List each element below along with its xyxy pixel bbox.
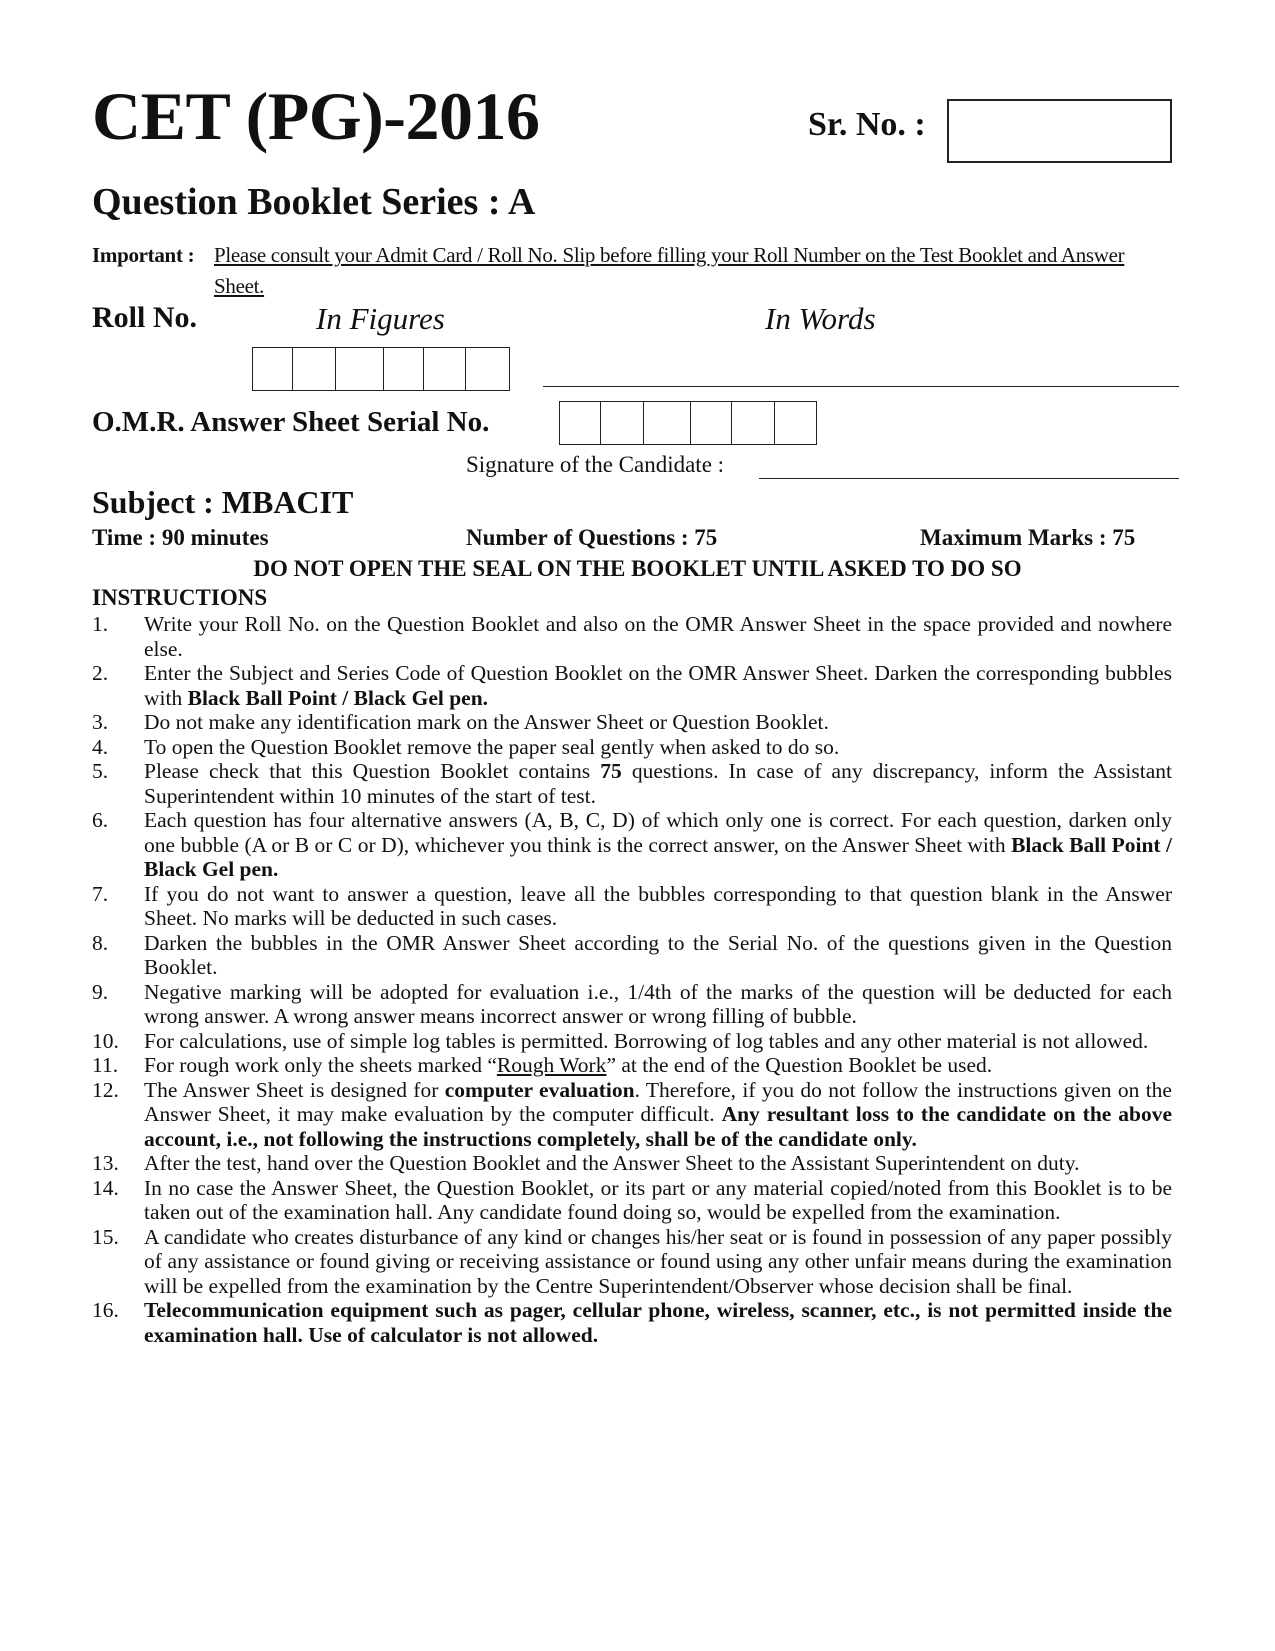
booklet-series: Question Booklet Series : A — [92, 181, 536, 223]
omr-serial-label: O.M.R. Answer Sheet Serial No. — [92, 406, 490, 438]
roll-digit-box[interactable] — [293, 348, 336, 390]
instruction-item — [92, 882, 1172, 931]
in-figures-label: In Figures — [316, 301, 445, 336]
instruction-number: 13. — [92, 1151, 119, 1175]
instruction-text: A candidate who creates disturbance of any kind or changes his/her seat or is found in possession of any paper possibly of any assistance or found giving or receiving assistance or found using any other unfair means during the examination will be expelled from the examination by the Centre Superintendent/Observer whose decision shall be final. — [144, 1224, 1172, 1298]
exam-title: CET (PG)-2016 — [92, 78, 540, 154]
omr-digit-box[interactable] — [732, 402, 775, 444]
instruction-number: 4. — [92, 734, 109, 759]
roll-digit-box[interactable] — [424, 348, 466, 390]
important-label: Important : — [92, 243, 195, 267]
roll-number-label: Roll No. — [92, 301, 197, 334]
instruction-text: For rough work only the sheets marked “ — [144, 1053, 497, 1077]
instruction-text: Write your Roll No. on the Question Booklet and also on the OMR Answer Sheet in the space provided and nowhere else. — [144, 612, 1172, 661]
instruction-text: Darken the bubbles in the OMR Answer Sheet according to the Serial No. of the questions given in the Question Booklet. — [144, 930, 1172, 979]
instruction-text: questions. In case of any discrepancy, inform the Assistant Superintendent within 10 minutes of the start of test. — [144, 759, 1172, 808]
instruction-text: Telecommunication equipment such as pager, cellular phone, wireless, scanner, etc., is not permitted inside the examination hall. Use of calculator is not allowed. — [144, 1298, 1172, 1347]
questions-info: Number of Questions : 75 — [466, 525, 718, 550]
instruction-number: 8. — [92, 930, 109, 955]
instruction-text: ” at the end of the Question Booklet be used. — [606, 1053, 993, 1077]
instruction-item — [92, 980, 1172, 1029]
instruction-text: After the test, hand over the Question Booklet and the Answer Sheet to the Assistant Superintendent on duty. — [144, 1151, 1080, 1175]
instruction-number: 9. — [92, 979, 109, 1004]
instruction-item — [92, 1078, 1172, 1152]
instruction-text: Rough Work — [496, 1053, 607, 1077]
signature-line[interactable] — [759, 478, 1179, 479]
signature-label: Signature of the Candidate : — [466, 452, 725, 477]
time-info: Time : 90 minutes — [92, 525, 269, 550]
instruction-item — [92, 1176, 1172, 1225]
instruction-item — [92, 661, 1172, 710]
instruction-text: . Therefore, if you do not follow the instructions given on the Answer Sheet, it may make evaluation by the computer difficult. — [144, 1077, 1172, 1126]
instruction-number: 11. — [92, 1053, 119, 1077]
instruction-number: 3. — [92, 710, 109, 734]
instruction-text: Black Ball Point / Black Gel pen. — [187, 685, 489, 710]
instruction-text: Do not make any identification mark on the Answer Sheet or Question Booklet. — [144, 710, 829, 734]
instruction-text: 75 — [600, 759, 622, 783]
instruction-text: Negative marking will be adopted for evaluation i.e., 1/4th of the marks of the question will be deducted for each wrong answer. A wrong answer means incorrect answer or wrong filling of bubble. — [144, 979, 1172, 1028]
instruction-item — [92, 1225, 1172, 1299]
subject-label: Subject : MBACIT — [92, 484, 354, 520]
instruction-number: 12. — [92, 1077, 119, 1102]
omr-digit-box[interactable] — [601, 402, 644, 444]
instruction-text: In no case the Answer Sheet, the Question Booklet, or its part or any material copied/noted from this Booklet is to be taken out of the examination hall. Any candidate found doing so, would be expelled from the examination. — [144, 1175, 1172, 1224]
instruction-item — [92, 1151, 1172, 1176]
omr-digit-box[interactable] — [775, 402, 816, 444]
instructions-list — [92, 612, 1172, 1347]
in-words-label: In Words — [765, 301, 876, 336]
instruction-text: Each question has four alternative answers (A, B, C, D) of which only one is correct. For each question, darken only one bubble (A or B or C or D), whichever you think is the correct answer, on the Answer Sheet with — [144, 808, 1172, 857]
instruction-item — [92, 931, 1172, 980]
serial-number-box[interactable] — [947, 99, 1172, 163]
instruction-item — [92, 1053, 1172, 1078]
roll-digit-box[interactable] — [253, 348, 293, 390]
serial-number-label: Sr. No. : — [808, 106, 926, 143]
omr-digit-box[interactable] — [560, 402, 601, 444]
seal-warning-text: DO NOT OPEN THE SEAL ON THE BOOKLET UNTIL ASKED TO DO SO — [253, 556, 1022, 581]
instruction-number: 14. — [92, 1175, 119, 1200]
instruction-number: 16. — [92, 1298, 119, 1322]
roll-digit-box[interactable] — [466, 348, 509, 390]
instruction-number: 1. — [92, 612, 109, 636]
instruction-text: Please check that this Question Booklet contains — [144, 759, 601, 783]
instruction-item — [92, 612, 1172, 661]
instruction-text: The Answer Sheet is designed for — [144, 1077, 445, 1102]
instruction-item — [92, 808, 1172, 882]
omr-digit-box[interactable] — [644, 402, 691, 444]
roll-digit-box[interactable] — [384, 348, 424, 390]
instruction-number: 15. — [92, 1224, 119, 1249]
instruction-text: Any resultant loss to the candidate on the above account, i.e., not following the instructions completely, shall be of the candidate only. — [144, 1102, 1172, 1151]
instruction-text: For calculations, use of simple log tables is permitted. Borrowing of log tables and any other material is not allowed. — [144, 1028, 1149, 1053]
instruction-text: computer evaluation — [444, 1077, 635, 1102]
instruction-number: 2. — [92, 661, 109, 685]
instruction-text: Enter the Subject and Series Code of Question Booklet on the OMR Answer Sheet. Darken the corresponding bubbles with — [144, 661, 1172, 710]
roll-in-words-line[interactable] — [543, 386, 1179, 387]
instruction-item — [92, 759, 1172, 808]
omr-digit-box[interactable] — [691, 402, 732, 444]
instruction-number: 6. — [92, 808, 109, 832]
instruction-text: Black Ball Point / Black Gel pen. — [144, 832, 1172, 881]
roll-digit-box[interactable] — [336, 348, 384, 390]
important-text: Please consult your Admit Card / Roll No. Slip before filling your Roll Number on the Test Booklet and Answer Sheet. — [214, 243, 1125, 298]
instruction-number: 7. — [92, 881, 109, 906]
instructions-heading: INSTRUCTIONS — [92, 585, 268, 610]
instruction-text: To open the Question Booklet remove the paper seal gently when asked to do so. — [144, 734, 840, 759]
instruction-text: If you do not want to answer a question, leave all the bubbles corresponding to that question blank in the Answer Sheet. No marks will be deducted in such cases. — [144, 881, 1172, 930]
omr-serial-boxes[interactable] — [559, 401, 817, 445]
marks-info: Maximum Marks : 75 — [920, 525, 1136, 550]
instruction-item — [92, 1029, 1172, 1054]
roll-number-boxes[interactable] — [252, 347, 510, 391]
instruction-number: 5. — [92, 759, 109, 783]
instruction-number: 10. — [92, 1028, 119, 1053]
instruction-item — [92, 710, 1172, 735]
instruction-item — [92, 1298, 1172, 1347]
instruction-item — [92, 735, 1172, 760]
seal-warning — [0, 557, 1275, 580]
